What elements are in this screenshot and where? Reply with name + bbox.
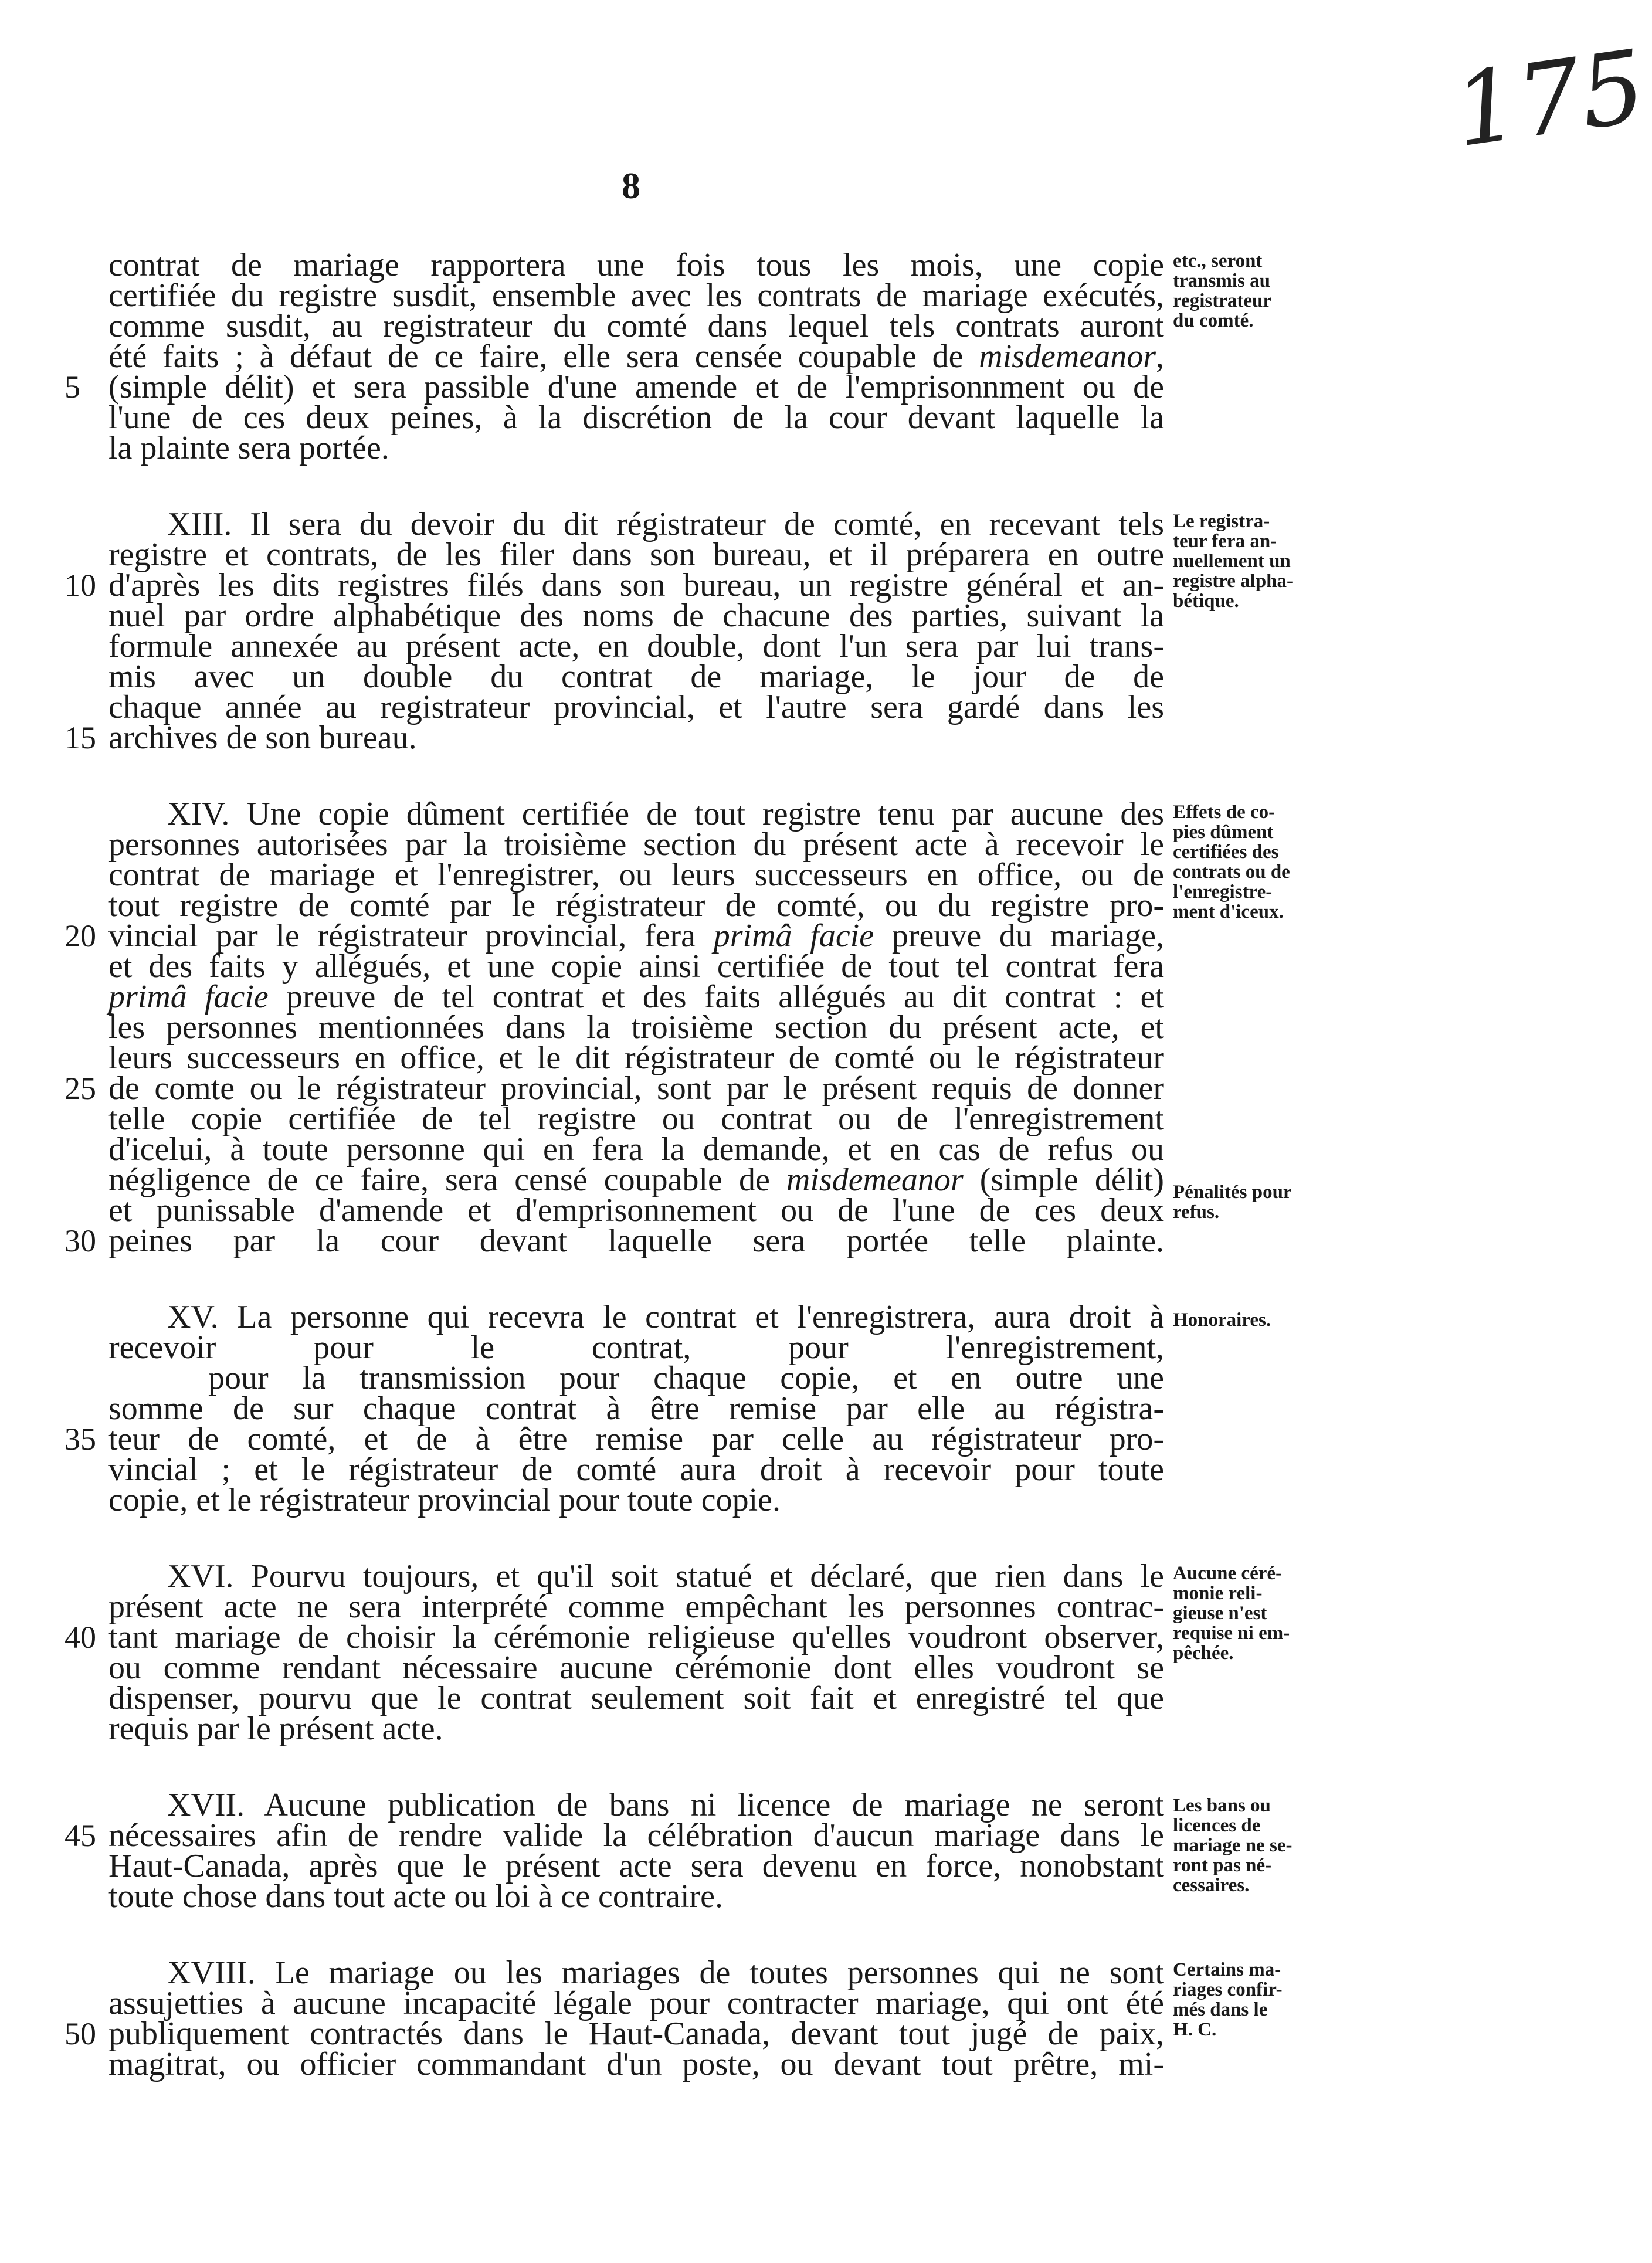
body-line: ou comme rendant nécessaire aucune cérémonie dont elles voudront se bbox=[108, 1650, 1164, 1686]
body-line: l'une de ces deux peines, à la discrétion de la cour devant laquelle la bbox=[108, 399, 1164, 436]
body-line: toute chose dans tout acte ou loi à ce contraire. bbox=[108, 1878, 724, 1915]
body-line: registre et contrats, de les filer dans son bureau, et il préparera en outre bbox=[108, 537, 1164, 573]
body-line: XVI. Pourvu toujours, et qu'il soit statué et déclaré, que rien dans le bbox=[167, 1558, 1164, 1594]
margin-note: etc., seront transmis au registrateur du comté. bbox=[1173, 250, 1271, 331]
margin-note: Certains ma- riages confir- més dans le H. C. bbox=[1173, 1959, 1283, 2040]
body-line: XVII. Aucune publication de bans ni licence de mariage ne seront bbox=[167, 1787, 1164, 1823]
body-line: teur de comté, et de à être remise par celle au régistrateur pro- bbox=[108, 1421, 1164, 1457]
line-number: 15 bbox=[65, 720, 96, 755]
body-line: XV. La personne qui recevra le contrat et l'enregistrera, aura droit à bbox=[167, 1299, 1164, 1335]
body-line: publiquement contractés dans le Haut-Canada, devant tout jugé de paix, bbox=[108, 2016, 1164, 2052]
body-line: telle copie certifiée de tel registre ou contrat ou de l'enregistrement bbox=[108, 1101, 1164, 1137]
body-line: dispenser, pourvu que le contrat seulement soit fait et enregistré tel que bbox=[108, 1680, 1164, 1716]
body-line: été faits ; à défaut de ce faire, elle sera censée coupable de misdemeanor, bbox=[108, 338, 1164, 375]
body-line: assujetties à aucune incapacité légale pour contracter mariage, qui ont été bbox=[108, 1985, 1164, 2021]
body-line: contrat de mariage et l'enregistrer, ou leurs successeurs en office, ou de bbox=[108, 857, 1164, 893]
body-line: requis par le présent acte. bbox=[108, 1711, 443, 1747]
body-line: et des faits y allégués, et une copie ainsi certifiée de tout tel contrat fera bbox=[108, 948, 1164, 985]
body-line: de comte ou le régistrateur provincial, sont par le présent requis de donner bbox=[108, 1070, 1164, 1107]
body-line: nuel par ordre alphabétique des noms de chacune des parties, suivant la bbox=[108, 598, 1164, 634]
body-line: formule annexée au présent acte, en double, dont l'un sera par lui trans- bbox=[108, 628, 1164, 664]
body-line: vincial par le régistrateur provincial, fera primâ facie preuve du mariage, bbox=[108, 918, 1164, 954]
margin-note: Les bans ou licences de mariage ne se- ront pas né- cessaires. bbox=[1173, 1795, 1293, 1896]
line-number: 40 bbox=[65, 1620, 96, 1655]
line-number: 5 bbox=[65, 369, 80, 405]
body-line: (simple délit) et sera passible d'une amende et de l'emprisonnment ou de bbox=[108, 369, 1164, 405]
body-line: nécessaires afin de rendre valide la célébration d'aucun mariage dans le bbox=[108, 1817, 1164, 1854]
body-line: chaque année au registrateur provincial, et l'autre sera gardé dans les bbox=[108, 689, 1164, 725]
body-line: copie, et le régistrateur provincial pour toute copie. bbox=[108, 1482, 781, 1518]
body-line: et punissable d'amende et d'emprisonnement ou de l'une de ces deux bbox=[108, 1192, 1164, 1229]
margin-note: Effets de co- pies dûment certifiées des contrats ou de l'enregistre- ment d'iceux. bbox=[1173, 802, 1290, 922]
line-number: 45 bbox=[65, 1818, 96, 1853]
body-line: la plainte sera portée. bbox=[108, 430, 389, 466]
body-line: certifiée du registre susdit, ensemble avec les contrats de mariage exécutés, bbox=[108, 277, 1164, 314]
body-line: vincial ; et le régistrateur de comté aura droit à recevoir pour toute bbox=[108, 1451, 1164, 1488]
handwritten-page-number: 175 bbox=[1447, 28, 1652, 170]
body-line: les personnes mentionnées dans la troisième section du présent acte, et bbox=[108, 1009, 1164, 1046]
body-line: archives de son bureau. bbox=[108, 720, 417, 756]
body-line: magitrat, ou officier commandant d'un poste, ou devant tout prêtre, mi- bbox=[108, 2046, 1164, 2082]
margin-note: Le registra- teur fera an- nuellement un registre alpha- bétique. bbox=[1173, 511, 1294, 612]
body-line: pour la transmission pour chaque copie, et en outre une bbox=[208, 1360, 1164, 1396]
page-number: 8 bbox=[622, 165, 640, 206]
body-line: recevoir pour le contrat, pour l'enregistrement, bbox=[108, 1329, 1164, 1366]
body-line: négligence de ce faire, sera censé coupable de misdemeanor (simple délit) bbox=[108, 1162, 1164, 1198]
body-line: d'icelui, à toute personne qui en fera la demande, et en cas de refus ou bbox=[108, 1131, 1164, 1168]
body-line: comme susdit, au registrateur du comté dans lequel tels contrats auront bbox=[108, 308, 1164, 344]
line-number: 20 bbox=[65, 918, 96, 954]
body-line: Haut-Canada, après que le présent acte sera devenu en force, nonobstant bbox=[108, 1848, 1164, 1884]
body-line: contrat de mariage rapportera une fois tous les mois, une copie bbox=[108, 247, 1164, 283]
body-line: XIV. Une copie dûment certifiée de tout registre tenu par aucune des bbox=[167, 796, 1164, 832]
line-number: 25 bbox=[65, 1071, 96, 1106]
body-line: XVIII. Le mariage ou les mariages de toutes personnes qui ne sont bbox=[167, 1955, 1164, 1991]
line-number: 50 bbox=[65, 2016, 96, 2051]
body-line: tout registre de comté par le régistrateur de comté, ou du registre pro- bbox=[108, 887, 1164, 924]
line-number: 30 bbox=[65, 1223, 96, 1258]
body-line: leurs successeurs en office, et le dit régistrateur de comté ou le régistrateur bbox=[108, 1040, 1164, 1076]
line-number: 10 bbox=[65, 568, 96, 603]
margin-note: Honoraires. bbox=[1173, 1309, 1271, 1331]
body-line: personnes autorisées par la troisième section du présent acte à recevoir le bbox=[108, 826, 1164, 863]
margin-note: Aucune céré- monie reli- gieuse n'est requise ni em- pêchée. bbox=[1173, 1563, 1290, 1664]
body-line: peines par la cour devant laquelle sera portée telle plainte. bbox=[108, 1223, 1164, 1259]
line-number: 35 bbox=[65, 1421, 96, 1457]
margin-note: Pénalités pour refus. bbox=[1173, 1182, 1292, 1223]
body-line: mis avec un double du contrat de mariage, le jour de de bbox=[108, 659, 1164, 695]
body-line: tant mariage de choisir la cérémonie religieuse qu'elles voudront observer, bbox=[108, 1619, 1164, 1655]
body-line: XIII. Il sera du devoir du dit régistrateur de comté, en recevant tels bbox=[167, 506, 1164, 542]
body-line: somme de sur chaque contrat à être remise par elle au régistra- bbox=[108, 1390, 1164, 1427]
body-line: primâ facie preuve de tel contrat et des faits allégués au dit contrat : et bbox=[108, 979, 1164, 1015]
body-line: d'après les dits registres filés dans son bureau, un registre général et an- bbox=[108, 567, 1164, 603]
body-line: présent acte ne sera interprété comme empêchant les personnes contrac- bbox=[108, 1589, 1164, 1625]
